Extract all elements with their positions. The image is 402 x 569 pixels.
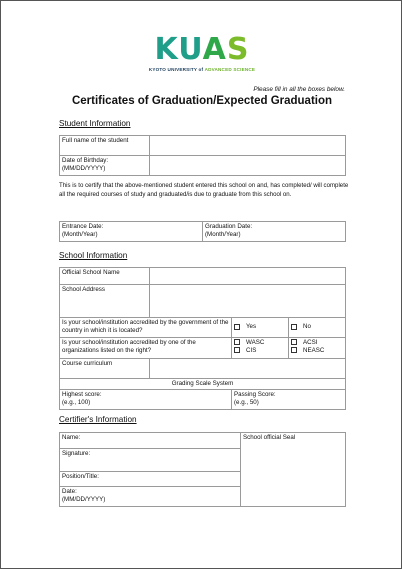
grading-scale-heading: Grading Scale System (60, 378, 346, 389)
entrance-date-field[interactable] (60, 222, 203, 242)
dates-table (59, 221, 346, 242)
logo-wordmark (1, 32, 402, 67)
entrance-date-format: (Month/Year) (62, 231, 98, 239)
dob-label (60, 156, 150, 176)
certifier-date-label: Date: (62, 488, 77, 495)
school-address-field[interactable] (150, 285, 346, 318)
section-heading-certifier: Certifier's Information (59, 415, 137, 424)
yes-checkbox[interactable] (234, 324, 240, 330)
school-seal-area[interactable]: School official Seal (241, 433, 346, 507)
cis-checkbox[interactable] (234, 347, 240, 353)
section-heading-student: Student Information (59, 119, 131, 128)
certify-statement: This is to certify that the above-mentioned student entered this school on and, has completed/ will complete all the required courses of study and graduated/is due to graduate from this school on. (59, 182, 349, 198)
highest-score-label: Highest score: (62, 391, 102, 399)
logo-letter: U (178, 32, 203, 67)
org-accreditation-question: Is your school/institution accredited by one of the organizations listed on the right? (60, 337, 232, 358)
logo-letter: A (202, 32, 227, 67)
section-heading-school: School Information (59, 251, 128, 260)
passing-score-example: (e.g., 50) (234, 399, 259, 407)
highest-score-field[interactable] (60, 390, 232, 410)
wasc-label: WASC (246, 338, 265, 346)
dob-field[interactable] (150, 156, 346, 176)
logo-letter: K (154, 32, 179, 67)
yes-label: Yes (246, 323, 257, 331)
passing-score-label: Passing Score: (234, 391, 276, 399)
fill-instruction: Please fill in all the boxes below. (253, 86, 345, 93)
cis-label: CIS (246, 347, 257, 355)
curriculum-field[interactable] (150, 358, 346, 378)
dob-label-text: Date of Birthday: (62, 157, 109, 164)
official-name-label: Official School Name (60, 268, 150, 285)
logo-subtitle (1, 67, 402, 72)
graduation-date-label: Graduation Date: (205, 223, 253, 230)
official-name-field[interactable] (150, 268, 346, 285)
highest-score-example: (e.g., 100) (62, 399, 91, 407)
certifier-date-field[interactable] (60, 487, 241, 507)
gov-accredited-no[interactable] (289, 318, 346, 338)
gov-accredited-yes[interactable] (232, 318, 289, 338)
wasc-checkbox[interactable] (234, 339, 240, 345)
dob-format-text: (MM/DD/YYYY) (62, 165, 106, 173)
school-info-table (59, 267, 346, 410)
position-field[interactable]: Position/Title: (60, 472, 241, 487)
full-name-label: Full name of the student (60, 136, 150, 156)
school-address-label: School Address (60, 285, 150, 318)
no-checkbox[interactable] (291, 324, 297, 330)
graduation-date-format: (Month/Year) (205, 231, 241, 239)
certifier-date-format: (MM/DD/YYYY) (62, 496, 106, 504)
logo-letter: S (226, 32, 250, 67)
page-title: Certificates of Graduation/Expected Graduation (71, 95, 333, 107)
acsi-label: ACSI (303, 338, 318, 346)
neasc-checkbox[interactable] (291, 347, 297, 353)
graduation-date-field[interactable] (203, 222, 346, 242)
passing-score-field[interactable] (232, 390, 346, 410)
org-options-right (289, 337, 346, 358)
org-options-left (232, 337, 289, 358)
gov-accreditation-question: Is your school/institution accredited by the government of the country in which it is located? (60, 318, 232, 338)
signature-field[interactable]: Signature: (60, 449, 241, 472)
full-name-field[interactable] (150, 136, 346, 156)
kuas-logo (1, 32, 402, 72)
logo-subtitle-highlight: ADVANCED SCIENCE (204, 67, 256, 72)
certifier-info-table (59, 432, 346, 507)
neasc-label: NEASC (303, 347, 325, 355)
acsi-checkbox[interactable] (291, 339, 297, 345)
curriculum-label: Course curriculum (60, 358, 150, 378)
certifier-name-field[interactable]: Name: (60, 433, 241, 449)
entrance-date-label: Entrance Date: (62, 223, 104, 230)
student-info-table (59, 135, 346, 176)
no-label: No (303, 323, 311, 331)
logo-subtitle-text: KYOTO UNIVERSITY of (148, 67, 205, 72)
